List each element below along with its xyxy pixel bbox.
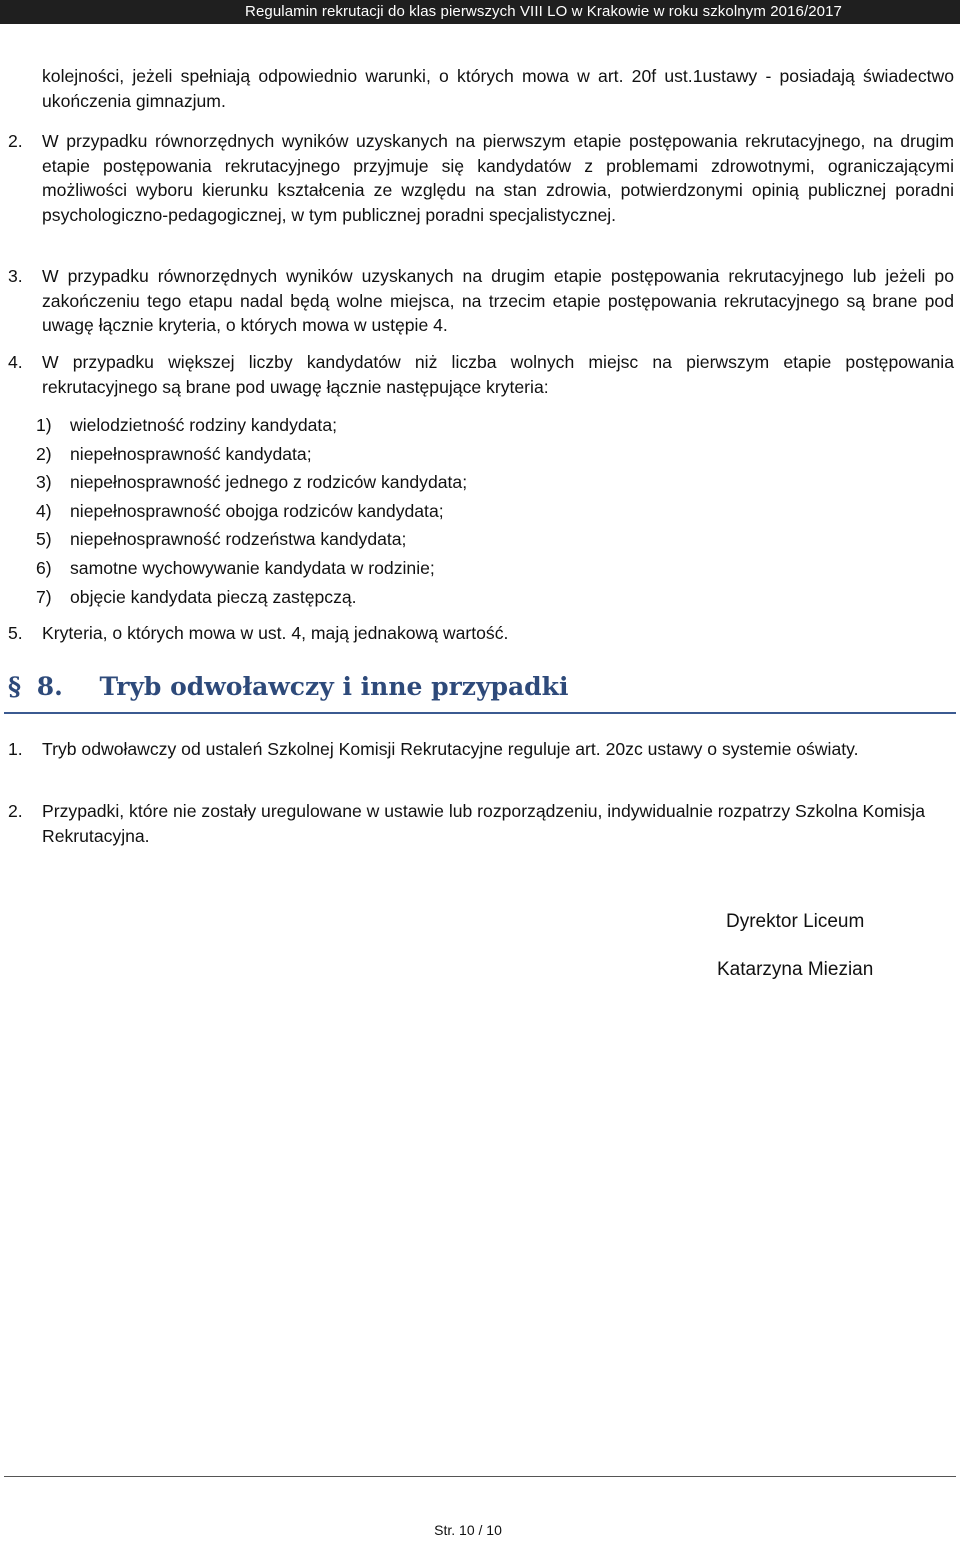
continuation-paragraph: kolejności, jeżeli spełniają odpowiednio warunki, o których mowa w art. 20f ust.1ustawy - posiadają świadectwo ukończenia gimnazjum.: [42, 66, 954, 111]
item-2-number: 2.: [8, 131, 23, 151]
section-heading: [8, 672, 568, 701]
list-item: [36, 525, 467, 554]
item-4-number: 4.: [8, 352, 23, 372]
item-2-text: W przypadku równorzędnych wyników uzyskanych na pierwszym etapie postępowania rekrutacyjnego, na drugim etapie postępowania rekrutacyjnego przyjmuje się kandydatów z problemami zdrowotnymi, ograniczającymi możliwości wyboru kierunku kształcenia ze względu na stan zdrowia, potwierdzonymi opinią publicznej poradni psychologiczno-pedagogicznej, w tym publicznej poradni specjalistycznej.: [42, 131, 954, 225]
section-item-2-text: Przypadki, które nie zostały uregulowane w ustawie lub rozporządzeniu, indywidualnie rozpatrzy Szkolna Komisja Rekrutacyjna.: [42, 801, 926, 846]
item-3-text: W przypadku równorzędnych wyników uzyskanych na drugim etapie postępowania rekrutacyjnego lub jeżeli po zakończeniu tego etapu nadal będą wolne miejsca, na trzecim etapie postępowania rekrutacyjnego są brane pod uwagę łącznie kryteria, o których mowa w ustępie 4.: [42, 266, 954, 335]
section-sign: §: [8, 672, 22, 701]
list-item-text: objęcie kandydata pieczą zastępczą.: [70, 586, 357, 607]
list-item-number: 5): [36, 529, 52, 550]
header-title: Regulamin rekrutacji do klas pierwszych VIII LO w Krakowie w roku szkolnym 2016/2017: [245, 3, 842, 20]
footer-divider: [4, 1476, 956, 1477]
criteria-list: [36, 411, 467, 611]
item-5-number: 5.: [8, 623, 23, 643]
list-item-text: niepełnosprawność rodzeństwa kandydata;: [70, 529, 407, 550]
page-header: [0, 0, 960, 24]
signature-name: Katarzyna Miezian: [717, 959, 874, 980]
list-item-text: samotne wychowywanie kandydata w rodzinie;: [70, 557, 435, 578]
list-item-text: wielodzietność rodziny kandydata;: [70, 415, 337, 435]
list-item-number: 3): [36, 472, 52, 493]
list-item-number: 6): [36, 557, 52, 578]
list-item-text: niepełnosprawność obojga rodziców kandydata;: [70, 500, 444, 521]
list-item: [36, 440, 467, 469]
list-item: [36, 411, 467, 440]
section-number: 8.: [36, 672, 63, 701]
list-item: [36, 554, 467, 583]
list-item-number: 1): [36, 415, 52, 435]
item-5-text: Kryteria, o których mowa w ust. 4, mają jednakową wartość.: [42, 623, 509, 643]
list-item-text: niepełnosprawność jednego z rodziców kandydata;: [70, 472, 468, 493]
section-item-2-number: 2.: [8, 801, 23, 821]
section-divider: [4, 712, 956, 714]
list-item-number: 4): [36, 500, 52, 521]
item-3-number: 3.: [8, 266, 23, 286]
section-title: Tryb odwoławczy i inne przypadki: [99, 672, 569, 701]
list-item: [36, 497, 467, 526]
signature-role: Dyrektor Liceum: [726, 911, 865, 932]
list-item-text: niepełnosprawność kandydata;: [70, 443, 312, 464]
item-4-text: W przypadku większej liczby kandydatów niż liczba wolnych miejsc na pierwszym etapie postępowania rekrutacyjnego są brane pod uwagę łącznie następujące kryteria:: [42, 352, 954, 397]
section-item-1-text: Tryb odwoławczy od ustaleń Szkolnej Komisji Rekrutacyjne reguluje art. 20zc ustawy o systemie oświaty.: [42, 739, 859, 759]
section-item-1-number: 1.: [8, 739, 23, 759]
list-item: [36, 583, 467, 612]
list-item: [36, 468, 467, 497]
list-item-number: 7): [36, 586, 52, 607]
page-number: Str. 10 / 10: [434, 1522, 502, 1538]
list-item-number: 2): [36, 443, 52, 464]
